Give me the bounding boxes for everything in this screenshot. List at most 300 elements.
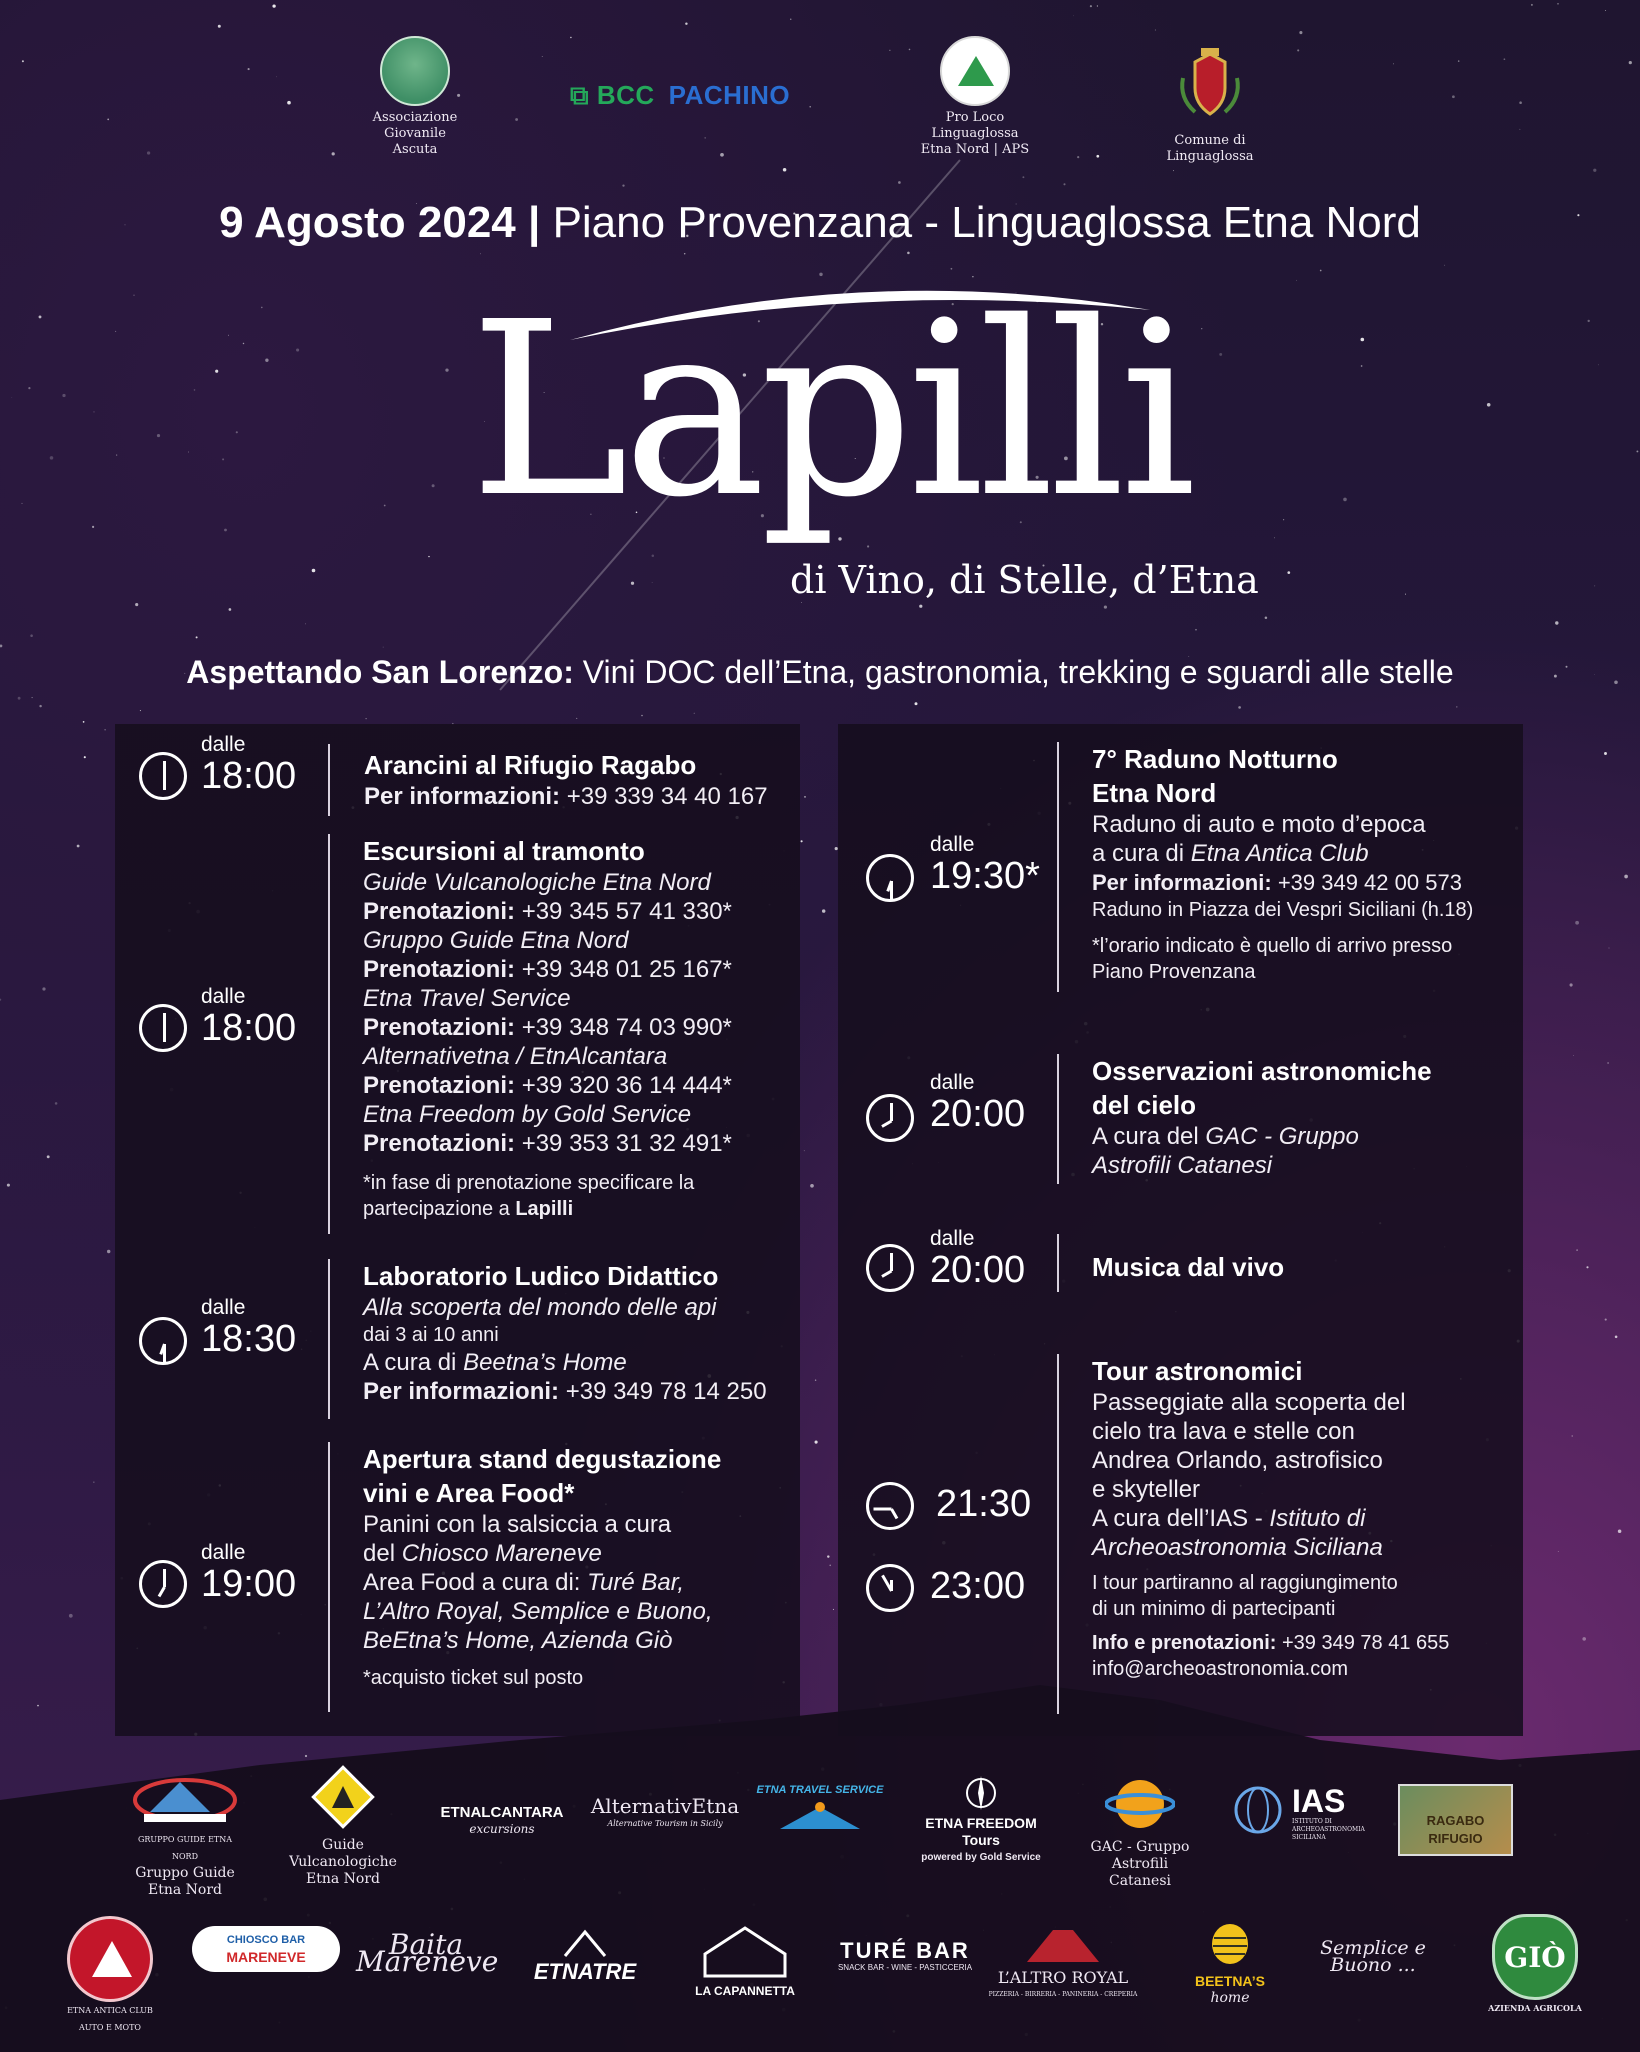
vendor-names: BeEtna’s Home, Azienda Giò bbox=[363, 1627, 673, 1654]
time-value: 20:00 bbox=[930, 1249, 1026, 1291]
sponsor-name: Ascuta bbox=[392, 142, 438, 157]
ias-globe-icon bbox=[1232, 1784, 1284, 1836]
star bbox=[55, 1102, 58, 1105]
star bbox=[915, 702, 918, 705]
star bbox=[1609, 948, 1610, 949]
star bbox=[83, 721, 85, 723]
guide-name: Gruppo Guide Etna Nord bbox=[363, 927, 629, 954]
star bbox=[196, 636, 198, 638]
star bbox=[801, 840, 803, 842]
star bbox=[1504, 58, 1506, 60]
partner-sub: excursions bbox=[469, 1822, 535, 1836]
star bbox=[69, 1614, 73, 1618]
star bbox=[1022, 176, 1024, 178]
clock-icon bbox=[139, 1560, 187, 1608]
star bbox=[1605, 1319, 1607, 1321]
star bbox=[236, 431, 238, 433]
star bbox=[272, 4, 275, 7]
info-email[interactable]: info@archeoastronomia.com bbox=[1092, 1658, 1348, 1680]
time-value: 23:00 bbox=[930, 1565, 1026, 1607]
sponsor-pro-loco[interactable] bbox=[900, 36, 1050, 158]
star bbox=[116, 455, 117, 456]
info-label: Info e prenotazioni: bbox=[1092, 1632, 1277, 1654]
star bbox=[898, 181, 901, 184]
star bbox=[1605, 10, 1606, 11]
partner-guide-vulcanologiche[interactable] bbox=[268, 1762, 418, 1888]
star bbox=[93, 1482, 94, 1483]
divider bbox=[1057, 1234, 1059, 1292]
event-line: cielo tra lava e stelle con bbox=[1092, 1418, 1355, 1445]
time-prefix: dalle bbox=[201, 985, 246, 1008]
booking-note: partecipazione a bbox=[363, 1198, 510, 1220]
star bbox=[1615, 1336, 1618, 1339]
age-range: dai 3 ai 10 anni bbox=[363, 1324, 499, 1346]
clock-icon bbox=[866, 1094, 914, 1142]
star bbox=[39, 315, 42, 318]
divider bbox=[328, 1442, 330, 1712]
star bbox=[1458, 60, 1459, 61]
event-title: Escursioni al tramonto bbox=[363, 836, 645, 866]
star bbox=[115, 331, 116, 332]
star bbox=[1572, 1435, 1573, 1436]
star bbox=[22, 503, 23, 504]
tagline-text: Vini DOC dell’Etna, gastronomia, trekking e sguardi alle stelle bbox=[582, 654, 1454, 690]
star bbox=[11, 397, 12, 398]
event-line: e skyteller bbox=[1092, 1476, 1201, 1503]
star bbox=[1520, 129, 1521, 130]
star bbox=[22, 60, 24, 62]
star bbox=[228, 335, 229, 336]
star bbox=[218, 25, 221, 28]
partner-etnatre[interactable] bbox=[520, 1928, 650, 1984]
star bbox=[248, 68, 250, 70]
program-item bbox=[115, 724, 800, 824]
sponsor-ascuta[interactable] bbox=[340, 36, 490, 158]
clock-icon bbox=[139, 752, 187, 800]
star bbox=[265, 359, 268, 362]
sponsor-name: Linguaglossa bbox=[1166, 149, 1254, 164]
partner-sub: SNACK BAR - WINE - PASTICCERIA bbox=[837, 1963, 973, 1972]
star bbox=[827, 1555, 829, 1557]
booking-phone[interactable]: +39 320 36 14 444* bbox=[521, 1072, 732, 1099]
star bbox=[7, 1184, 10, 1187]
partner-beetnas-home[interactable] bbox=[1170, 1914, 1290, 2007]
star bbox=[1456, 706, 1457, 707]
arrival-note: *l’orario indicato è quello di arrivo presso bbox=[1092, 935, 1453, 957]
guide-name: Guide Vulcanologiche Etna Nord bbox=[363, 869, 711, 896]
cabin-icon bbox=[695, 1918, 795, 1978]
time-slot bbox=[930, 1566, 1025, 1606]
event-details bbox=[363, 1442, 721, 1691]
star bbox=[1452, 95, 1455, 98]
tagline-lead: Aspettando San Lorenzo: bbox=[186, 654, 574, 690]
time-value: 21:30 bbox=[936, 1483, 1032, 1525]
vendor-name: Chiosco Mareneve bbox=[401, 1540, 602, 1567]
event-details bbox=[1092, 742, 1473, 985]
time-value: 19:30* bbox=[930, 855, 1040, 897]
partner-caption: Astrofili Catanesi bbox=[1109, 1856, 1171, 1889]
program-item bbox=[115, 834, 800, 1234]
star bbox=[694, 713, 695, 714]
time-prefix: dalle bbox=[930, 833, 975, 856]
event-title: Apertura stand degustazione bbox=[363, 1444, 722, 1474]
star bbox=[1598, 364, 1599, 365]
organizer-name: Archeoastronomia Siciliana bbox=[1092, 1534, 1383, 1561]
clock-icon bbox=[866, 1482, 914, 1530]
time-value: 18:00 bbox=[201, 755, 297, 797]
star bbox=[28, 387, 30, 389]
star bbox=[39, 705, 41, 707]
clock-icon bbox=[866, 854, 914, 902]
organizer-name: GAC - Gruppo bbox=[1205, 1123, 1359, 1150]
program-item bbox=[838, 1228, 1523, 1292]
curator-name: Beetna’s Home bbox=[463, 1349, 627, 1376]
partner-mark: TURÉ BAR bbox=[840, 1938, 970, 1963]
partner-sub: ISTITUTO DI ARCHEOASTRONOMIA SICILIANA bbox=[1292, 1818, 1365, 1841]
event-details bbox=[1092, 1054, 1432, 1180]
event-title: del cielo bbox=[1092, 1090, 1197, 1120]
title-word: Lapilli bbox=[469, 270, 1191, 550]
divider bbox=[328, 744, 330, 816]
etna-travel-logo-icon bbox=[760, 1799, 880, 1839]
ragabo-logo-icon bbox=[1398, 1784, 1513, 1856]
star bbox=[312, 569, 316, 573]
time-slot bbox=[930, 1072, 1025, 1134]
star bbox=[188, 452, 189, 453]
star bbox=[1576, 1249, 1578, 1251]
sponsor-bcc-pachino[interactable] bbox=[570, 80, 790, 112]
time-value: 20:00 bbox=[930, 1093, 1026, 1135]
partner-ragabo[interactable] bbox=[1398, 1784, 1518, 1856]
partner-azienda-gio[interactable] bbox=[1480, 1914, 1590, 2017]
time-slot bbox=[201, 986, 296, 1048]
coat-of-arms-icon bbox=[1175, 48, 1245, 122]
star bbox=[287, 101, 291, 105]
info-phone[interactable]: +39 349 42 00 573 bbox=[1277, 870, 1462, 895]
star bbox=[305, 624, 306, 625]
time-prefix: dalle bbox=[930, 1227, 975, 1250]
info-phone[interactable]: +39 339 34 40 167 bbox=[566, 783, 768, 810]
star bbox=[92, 526, 94, 528]
divider bbox=[328, 834, 330, 1234]
partner-mark: BEETNA’S bbox=[1194, 1973, 1265, 1989]
sponsor-name: Pro Loco bbox=[945, 110, 1005, 125]
event-subtitle: Alla scoperta del mondo delle api bbox=[363, 1294, 717, 1321]
star bbox=[194, 389, 196, 391]
compass-icon bbox=[951, 1776, 1011, 1810]
star bbox=[84, 756, 86, 758]
divider bbox=[1057, 1054, 1059, 1184]
star bbox=[1173, 170, 1174, 171]
organizer-name: Istituto di bbox=[1269, 1505, 1366, 1532]
star bbox=[30, 634, 33, 637]
star bbox=[365, 718, 366, 719]
time-slot bbox=[930, 834, 1040, 896]
event-line: Area Food a cura di: bbox=[363, 1569, 581, 1596]
bcc-brand: BCC bbox=[596, 80, 655, 110]
sponsor-header bbox=[300, 30, 1340, 170]
star bbox=[1097, 5, 1098, 6]
star bbox=[224, 529, 227, 532]
star bbox=[1343, 498, 1347, 502]
partner-etna-freedom[interactable] bbox=[906, 1776, 1056, 1866]
star bbox=[641, 715, 643, 717]
event-title: Etna Nord bbox=[1092, 778, 1217, 808]
meeting-point: Raduno in Piazza dei Vespri Siciliani (h.18) bbox=[1092, 899, 1474, 921]
star bbox=[243, 343, 244, 344]
partner-mark: ETNA TRAVEL SERVICE bbox=[756, 1784, 884, 1796]
event-details bbox=[364, 748, 768, 811]
star bbox=[135, 603, 138, 606]
star bbox=[18, 697, 21, 700]
star bbox=[1296, 280, 1297, 281]
program-item bbox=[115, 1259, 800, 1419]
event-line: A cura dell’IAS - bbox=[1092, 1505, 1263, 1532]
guide-vulcanologiche-logo-icon bbox=[308, 1762, 378, 1832]
booking-phone[interactable]: +39 348 01 25 167* bbox=[521, 956, 732, 983]
booking-phone[interactable]: +39 348 74 03 990* bbox=[521, 1014, 732, 1041]
partner-mark: LA CAPANNETTA bbox=[695, 1984, 795, 1998]
star bbox=[261, 307, 263, 309]
star bbox=[157, 434, 160, 437]
time-slot bbox=[201, 1297, 296, 1359]
star bbox=[1320, 270, 1322, 272]
star bbox=[147, 151, 150, 154]
booking-label: Prenotazioni: bbox=[363, 1130, 516, 1157]
divider bbox=[1057, 742, 1059, 992]
star bbox=[383, 647, 384, 648]
info-phone[interactable]: +39 349 78 14 250 bbox=[565, 1378, 767, 1405]
info-phone[interactable]: +39 349 78 41 655 bbox=[1282, 1632, 1450, 1654]
partner-mark: Baita Mareneve bbox=[356, 1928, 499, 1978]
partner-sub: AZIENDA AGRICOLA bbox=[1488, 2003, 1582, 2013]
star bbox=[1361, 365, 1363, 367]
star bbox=[276, 76, 277, 77]
time-value: 18:30 bbox=[201, 1318, 297, 1360]
partner-alternativetna[interactable] bbox=[590, 1794, 740, 1832]
star bbox=[1361, 338, 1365, 342]
partner-baita-mareneve[interactable] bbox=[356, 1928, 499, 1978]
star bbox=[1405, 594, 1406, 595]
star bbox=[140, 710, 141, 711]
star bbox=[1090, 5, 1092, 7]
star bbox=[576, 718, 577, 719]
star bbox=[1629, 61, 1632, 64]
sponsor-name: Comune di bbox=[1174, 133, 1246, 148]
divider bbox=[328, 1259, 330, 1419]
event-details bbox=[363, 1259, 767, 1406]
star bbox=[1238, 706, 1241, 709]
time-slot bbox=[936, 1484, 1031, 1524]
event-date-location bbox=[0, 198, 1640, 248]
star bbox=[804, 796, 806, 798]
partner-la-capannetta[interactable] bbox=[690, 1918, 800, 2000]
star bbox=[93, 411, 94, 412]
star bbox=[1531, 4, 1533, 6]
partners-row-1 bbox=[0, 1762, 1640, 1898]
booking-note: *in fase di prenotazione specificare la bbox=[363, 1172, 695, 1194]
info-label: Per informazioni: bbox=[364, 783, 561, 810]
time-prefix: dalle bbox=[201, 1296, 246, 1319]
star bbox=[1555, 621, 1558, 624]
star bbox=[77, 845, 80, 848]
tagline bbox=[0, 654, 1640, 691]
star bbox=[815, 1441, 818, 1444]
event-line: Raduno di auto e moto d’epoca bbox=[1092, 811, 1426, 838]
event-line: Passeggiate alla scoperta del bbox=[1092, 1389, 1406, 1416]
star bbox=[47, 1155, 50, 1158]
star bbox=[0, 644, 2, 647]
time-prefix: dalle bbox=[201, 1541, 246, 1564]
info-label: Per informazioni: bbox=[363, 1378, 560, 1405]
bcc-logo-icon: ⧉ bbox=[570, 80, 590, 110]
guide-name: Alternativetna / EtnAlcantara bbox=[363, 1043, 668, 1070]
partner-sub: MARENEVE bbox=[226, 1949, 306, 1965]
partner-etna-antica-club[interactable] bbox=[62, 1916, 158, 2036]
event-title: Arancini al Rifugio Ragabo bbox=[364, 750, 697, 780]
organizer-name: Astrofili Catanesi bbox=[1092, 1152, 1273, 1179]
event-line: del bbox=[363, 1540, 396, 1567]
guide-name: Etna Travel Service bbox=[363, 985, 571, 1012]
star bbox=[1195, 629, 1197, 631]
partner-semplice-e-buono[interactable] bbox=[1298, 1937, 1448, 1976]
star bbox=[1594, 585, 1595, 586]
star bbox=[1519, 101, 1522, 104]
clock-icon bbox=[866, 1244, 914, 1292]
event-line: Andrea Orlando, astrofisico bbox=[1092, 1447, 1383, 1474]
partner-mark: GRUPPO GUIDE ETNA NORD bbox=[137, 1835, 233, 1861]
arrival-note: Piano Provenzana bbox=[1092, 961, 1256, 983]
ascuta-logo-icon bbox=[380, 36, 450, 106]
star bbox=[810, 1184, 814, 1188]
sponsor-name: Associazione Giovanile bbox=[372, 110, 458, 141]
time-slot bbox=[201, 734, 296, 796]
booking-note-bold: Lapilli bbox=[515, 1198, 574, 1220]
event-title: Laboratorio Ludico Didattico bbox=[363, 1261, 719, 1291]
program-item bbox=[838, 1054, 1523, 1184]
star bbox=[1624, 875, 1628, 879]
star bbox=[133, 295, 134, 296]
time-slot bbox=[201, 1542, 296, 1604]
event-title: Osservazioni astronomiche bbox=[1092, 1056, 1432, 1086]
star bbox=[1582, 1637, 1586, 1641]
star bbox=[296, 348, 299, 351]
event-title: Tour astronomici bbox=[1092, 1356, 1303, 1386]
partner-gruppo-guide[interactable] bbox=[130, 1770, 240, 1899]
event-details bbox=[1092, 1354, 1449, 1682]
pro-loco-logo-icon bbox=[940, 36, 1010, 106]
partner-mark: L’ALTRO ROYAL bbox=[997, 1968, 1129, 1987]
star bbox=[1557, 3, 1559, 5]
partner-mark: Semplice e Buono ... bbox=[1320, 1937, 1426, 1976]
booking-label: Prenotazioni: bbox=[363, 956, 516, 983]
time-prefix: dalle bbox=[201, 733, 246, 756]
partners-row-2 bbox=[0, 1908, 1640, 2032]
partner-mark: ETNA FREEDOM Tours bbox=[925, 1815, 1037, 1848]
star bbox=[1287, 571, 1290, 574]
partner-laltro-royal[interactable] bbox=[988, 1924, 1138, 2003]
partner-ias[interactable] bbox=[1232, 1783, 1365, 1842]
booking-phone[interactable]: +39 353 31 32 491* bbox=[521, 1130, 732, 1157]
star bbox=[790, 19, 791, 20]
star bbox=[1558, 1551, 1559, 1552]
star bbox=[229, 608, 232, 611]
partner-chiosco-mareneve[interactable] bbox=[192, 1926, 340, 1972]
star bbox=[107, 1250, 110, 1253]
clock-icon bbox=[139, 1317, 187, 1365]
gio-logo-icon bbox=[1492, 1914, 1578, 2000]
event-details bbox=[363, 834, 732, 1222]
sponsor-name: Etna Nord | APS bbox=[920, 142, 1030, 157]
booking-phone[interactable]: +39 345 57 41 330* bbox=[521, 898, 732, 925]
ticket-note: *acquisto ticket sul posto bbox=[363, 1667, 584, 1689]
partner-etnalcantara[interactable] bbox=[432, 1804, 572, 1838]
star bbox=[0, 999, 1, 1001]
star bbox=[480, 253, 481, 254]
star bbox=[50, 456, 54, 460]
partner-sub: home bbox=[1210, 1990, 1250, 2006]
program-right-panel bbox=[838, 724, 1523, 1736]
partner-caption: Etna Nord bbox=[148, 1882, 222, 1898]
star bbox=[1604, 752, 1607, 755]
event-title: vini e Area Food* bbox=[363, 1478, 575, 1508]
partner-mark: CHIOSCO BAR bbox=[226, 1934, 306, 1946]
info-label: Per informazioni: bbox=[1092, 870, 1272, 895]
partner-caption: Guide Vulcanologiche bbox=[289, 1837, 397, 1870]
star bbox=[1063, 183, 1065, 185]
partner-ture-bar[interactable] bbox=[830, 1938, 980, 1976]
star bbox=[622, 184, 624, 186]
time-slot bbox=[930, 1228, 1025, 1290]
partner-gac[interactable] bbox=[1080, 1774, 1200, 1890]
partner-mark: IAS bbox=[1292, 1783, 1346, 1819]
star bbox=[833, 1609, 834, 1610]
star bbox=[1274, 537, 1275, 538]
star bbox=[1444, 265, 1445, 266]
program-left-panel bbox=[115, 724, 800, 1736]
beehive-icon bbox=[1205, 1914, 1255, 1968]
booking-label: Prenotazioni: bbox=[363, 1014, 516, 1041]
star bbox=[222, 458, 224, 460]
star bbox=[829, 1565, 831, 1567]
event-line: a cura di bbox=[1092, 840, 1185, 867]
star bbox=[42, 987, 45, 990]
star bbox=[1593, 169, 1596, 172]
program-item bbox=[838, 742, 1523, 992]
star bbox=[1073, 15, 1074, 16]
volcano-icon bbox=[1023, 1924, 1103, 1964]
divider bbox=[1057, 1354, 1059, 1714]
event-title: 7° Raduno Notturno bbox=[1092, 744, 1338, 774]
gac-logo-icon bbox=[1105, 1774, 1175, 1834]
partner-etna-travel-service[interactable] bbox=[750, 1782, 890, 1844]
star bbox=[104, 729, 105, 730]
star bbox=[1393, 64, 1394, 65]
booking-label: Prenotazioni: bbox=[363, 1072, 516, 1099]
star bbox=[815, 1379, 816, 1380]
event-date: 9 Agosto 2024 bbox=[219, 198, 516, 247]
event-line: A cura del bbox=[1092, 1123, 1199, 1150]
star bbox=[907, 252, 910, 255]
star bbox=[685, 22, 687, 24]
partner-sub: Alternative Tourism in Sicily bbox=[607, 1819, 723, 1828]
clock-icon bbox=[139, 1004, 187, 1052]
partner-mark: AlternativEtna bbox=[590, 1794, 740, 1818]
sponsor-comune[interactable] bbox=[1140, 48, 1280, 165]
partner-mark: ETNATRE bbox=[533, 1959, 637, 1984]
gruppo-guide-logo-icon bbox=[130, 1770, 240, 1826]
pachino-brand: PACHINO bbox=[668, 80, 791, 110]
